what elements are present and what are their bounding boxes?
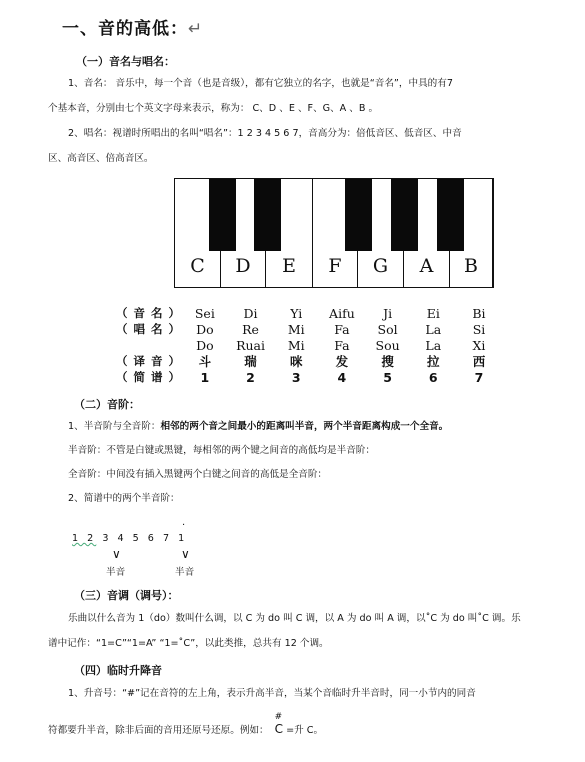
key-label: D (235, 255, 251, 277)
table-cell: Ei (426, 305, 440, 321)
section1-p2-line2: 区、高音区、倍高音区。 (48, 153, 154, 164)
black-key (391, 179, 418, 251)
section2-p1-prefix: 1、半音阶与全音阶： (68, 421, 161, 432)
table-row (116, 337, 502, 353)
table-cell: 搜 (381, 354, 394, 369)
table-cell: La (425, 337, 442, 353)
note-name-table (116, 305, 502, 385)
table-cell: Mi (287, 337, 305, 353)
notation-left: 1 2 (72, 533, 97, 544)
key-label: G (372, 255, 389, 277)
row-label: （ 译 音 ） (116, 354, 182, 368)
table-cell: Bi (472, 305, 486, 321)
section3-line2: 谱中记作：“1=C”“1=A” “1=˚C”，以此类推，总共有 12 个调。 (48, 638, 329, 649)
table-cell: Yi (290, 305, 303, 321)
table-cell: 1 (200, 369, 210, 385)
table-cell: 4 (337, 369, 347, 385)
piano-keyboard (174, 178, 494, 288)
half-step-label: 半音 (175, 567, 195, 578)
section1-p1-line2: 个基本音，分别由七个英文字母来表示，称为： C、D 、E 、F、G、A 、B 。 (48, 103, 379, 114)
key-label: E (282, 255, 296, 277)
notation-right: 3 4 5 6 7 1 (102, 533, 188, 544)
section2-p2: 2、简谱中的两个半音阶： (68, 493, 180, 504)
table-cell: 5 (383, 369, 392, 385)
row-label: （ 音 名 ） (116, 306, 182, 320)
section3-line1: 乐曲以什么音为 1（do）数叫什么调，以 C 为 do 叫 C 调，以 A 为 do 叫 A 调，以˚C 为 do 叫˚C 调。乐 (68, 613, 521, 624)
section1-heading: （一）音名与唱名： (76, 55, 175, 68)
row-label: （ 简 谱 ） (116, 370, 182, 384)
section2-heading: （二）音阶： (74, 398, 140, 411)
key-label: C (190, 255, 205, 277)
table-cell: Mi (287, 321, 305, 337)
half-step-mark: ∨ (112, 547, 121, 561)
black-key (254, 179, 281, 251)
half-step-label: 半音 (106, 567, 126, 578)
black-key (437, 179, 464, 251)
table-cell: 7 (474, 369, 484, 385)
table-cell: 3 (291, 369, 301, 385)
table-row (116, 369, 502, 385)
key-label: A (419, 255, 434, 277)
section1-p2-line1: 2、唱名：视谱时所唱出的名叫“唱名”：1 2 3 4 5 6 7，音高分为：倍低音区、低音区、中音 (68, 128, 462, 139)
section1-p1-line1: 1、音名： 音乐中，每一个音（也是音级），都有它独立的名字，也就是“音名”，中具的有7 (68, 78, 453, 89)
table-cell: 2 (246, 369, 255, 385)
table-row (116, 305, 502, 321)
table-cell: 6 (428, 369, 438, 385)
example-tail: =升 C。 (286, 725, 324, 736)
high-dot: · (182, 520, 186, 531)
section4-heading: （四）临时升降音 (74, 664, 162, 677)
table-cell: Di (243, 305, 258, 321)
table-cell: Fa (334, 321, 350, 337)
return-mark-icon: ↵ (188, 19, 204, 39)
half-step-mark: ∨ (181, 547, 190, 561)
table-cell: Si (472, 321, 486, 337)
table-row (116, 321, 502, 337)
table-cell: Xi (472, 337, 486, 353)
key-label: B (464, 255, 478, 277)
table-cell: Do (196, 321, 214, 337)
table-cell: 发 (335, 354, 349, 369)
sharp-sign: # (274, 712, 283, 722)
black-key (209, 179, 236, 251)
half-step-text: 半音阶：不管是白键或黑键，每相邻的两个键之间音的高低均是半音阶： (68, 445, 375, 456)
section4-line1: 1、升音号：“#”记在音符的左上角，表示升高半音，当某个音临时升半音时，同一小节内的同音 (68, 688, 476, 699)
section2-p1 (68, 420, 448, 433)
table-row (116, 353, 502, 369)
section4-line2-text: 符都要升半音，除非后面的音用还原号还原。例如： (48, 725, 269, 736)
table-cell: Aifu (329, 305, 355, 321)
example-note: C (274, 722, 284, 736)
table-cell: Re (242, 321, 259, 337)
sharp-example (274, 712, 284, 737)
page-title: 一、音的高低：↵ (62, 19, 204, 39)
whole-step-text: 全音阶：中间没有插入黑键两个白键之间音的高低是全音阶： (68, 469, 328, 480)
section4-line2 (48, 712, 324, 737)
section3-heading: （三）音调（调号）： (74, 589, 179, 602)
table-cell: La (425, 321, 442, 337)
table-cell: 瑞 (244, 354, 257, 369)
table-cell: 斗 (198, 354, 212, 369)
table-cell: Ji (383, 305, 393, 321)
section2-p1-bold: 相邻的两个音之间最小的距离叫半音，两个半音距离构成一个全音。 (160, 421, 449, 432)
table-cell: Sou (375, 337, 400, 353)
table-cell: Sol (377, 321, 398, 337)
table-cell: Ruai (236, 337, 265, 353)
notation-line (72, 532, 187, 545)
key-label: F (328, 255, 342, 277)
table-cell: 咪 (289, 354, 303, 369)
table-cell: 拉 (427, 354, 440, 369)
black-key (345, 179, 372, 251)
table-cell: Fa (334, 337, 350, 353)
table-cell: Sei (194, 305, 215, 321)
table-cell: Do (196, 337, 214, 353)
table-cell: 西 (472, 354, 486, 369)
row-label: （ 唱 名 ） (116, 322, 182, 336)
